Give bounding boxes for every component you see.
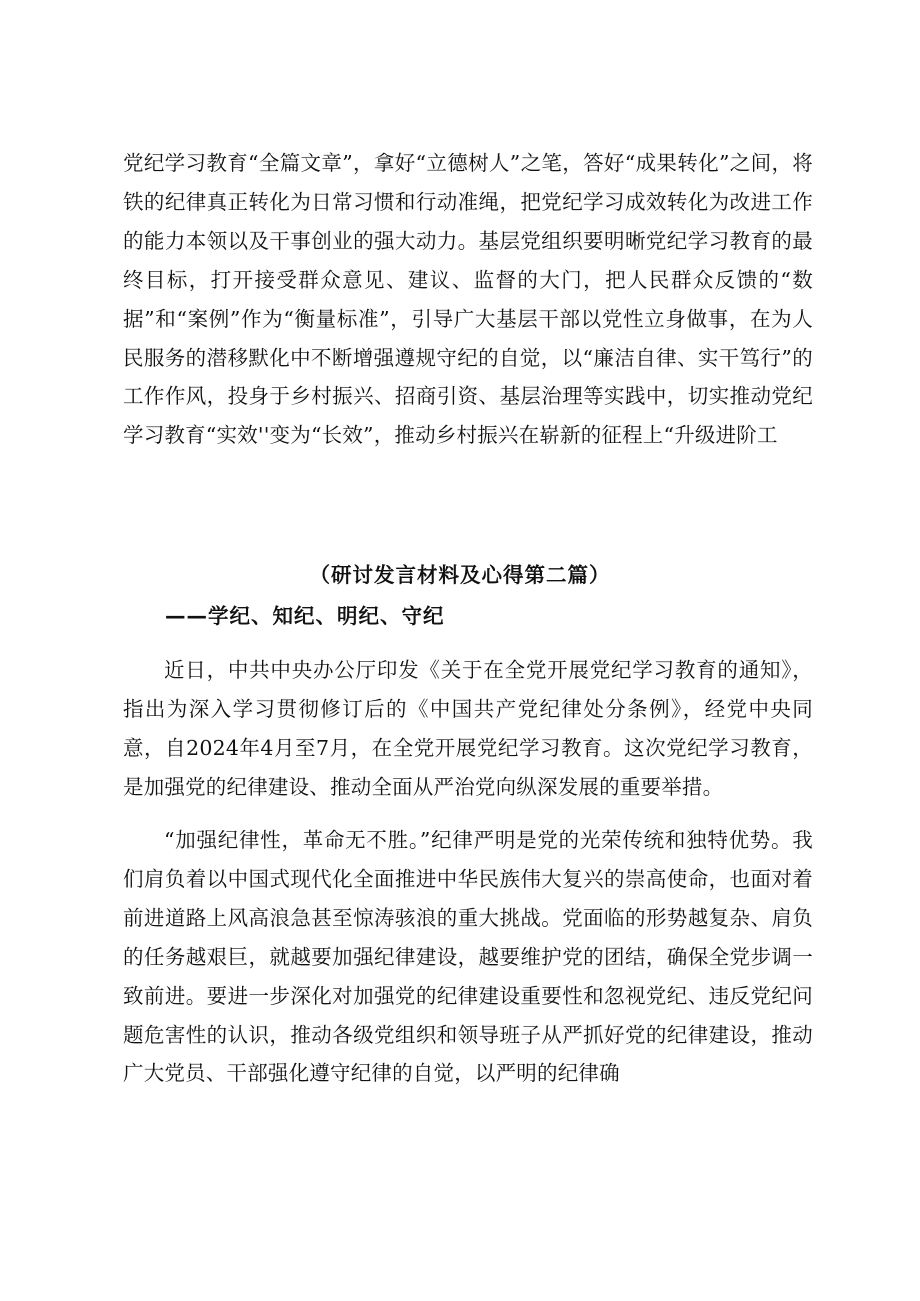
paragraph-discipline: “加强纪律性，革命无不胜。”纪律严明是党的光荣传统和独特优势。我们肩负着以中国式现代化全面推进中华民族伟大复兴的崇高使命，也面对着前进道路上风高浪急甚至惊涛骇浪的重大挑战。党面临的形势越复杂、肩负的任务越艰巨，就越要加强纪律建设，越要维护党的团结，确保全党步调一致前进。要进一步深化对加强党的纪律建设重要性和忽视党纪、违反党纪问题危害性的认识，推动各级党组织和领导班子从严抓好党的纪律建设，推动广大党员、干部强化遵守纪律的自觉，以严明的纪律确: [123, 828, 813, 1086]
paragraph-continuation: 党纪学习教育“全篇文章”，拿好“立德树人”之笔，答好“成果转化”之间，将铁的纪律真正转化为日常习惯和行动准绳，把党纪学习成效转化为改进工作的能力本领以及干事创业的强大动力。基层党组织要明晰党纪学习教育的最终目标，打开接受群众意见、建议、监督的大门，把人民群众反馈的“数据”和“案例”作为“衡量标准”，引导广大基层干部以党性立身做事，在为人民服务的潜移默化中不断增强遵规守纪的自觉，以“廉洁自律、实干笃行”的工作作风，投身于乡村振兴、招商引资、基层治理等实践中，切实推动党纪学习教育“实效''变为“长效”，推动乡村振兴在崭新的征程上“升级进阶工: [123, 151, 813, 448]
paragraph-notice: 近日，中共中央办公厅印发《关于在全党开展党纪学习教育的通知》，指出为深入学习贯彻修订后的《中国共产党纪律处分条例》，经党中央同意，自2024年4月至7月，在全党开展党纪学习教育。这次党纪学习教育，是加强党的纪律建设、推动全面从严治党向纵深发展的重要举措。: [123, 658, 813, 799]
section-subtitle: ——学纪、知纪、明纪、守纪: [165, 604, 445, 628]
section-title: （研讨发言材料及心得第二篇）: [309, 563, 611, 587]
